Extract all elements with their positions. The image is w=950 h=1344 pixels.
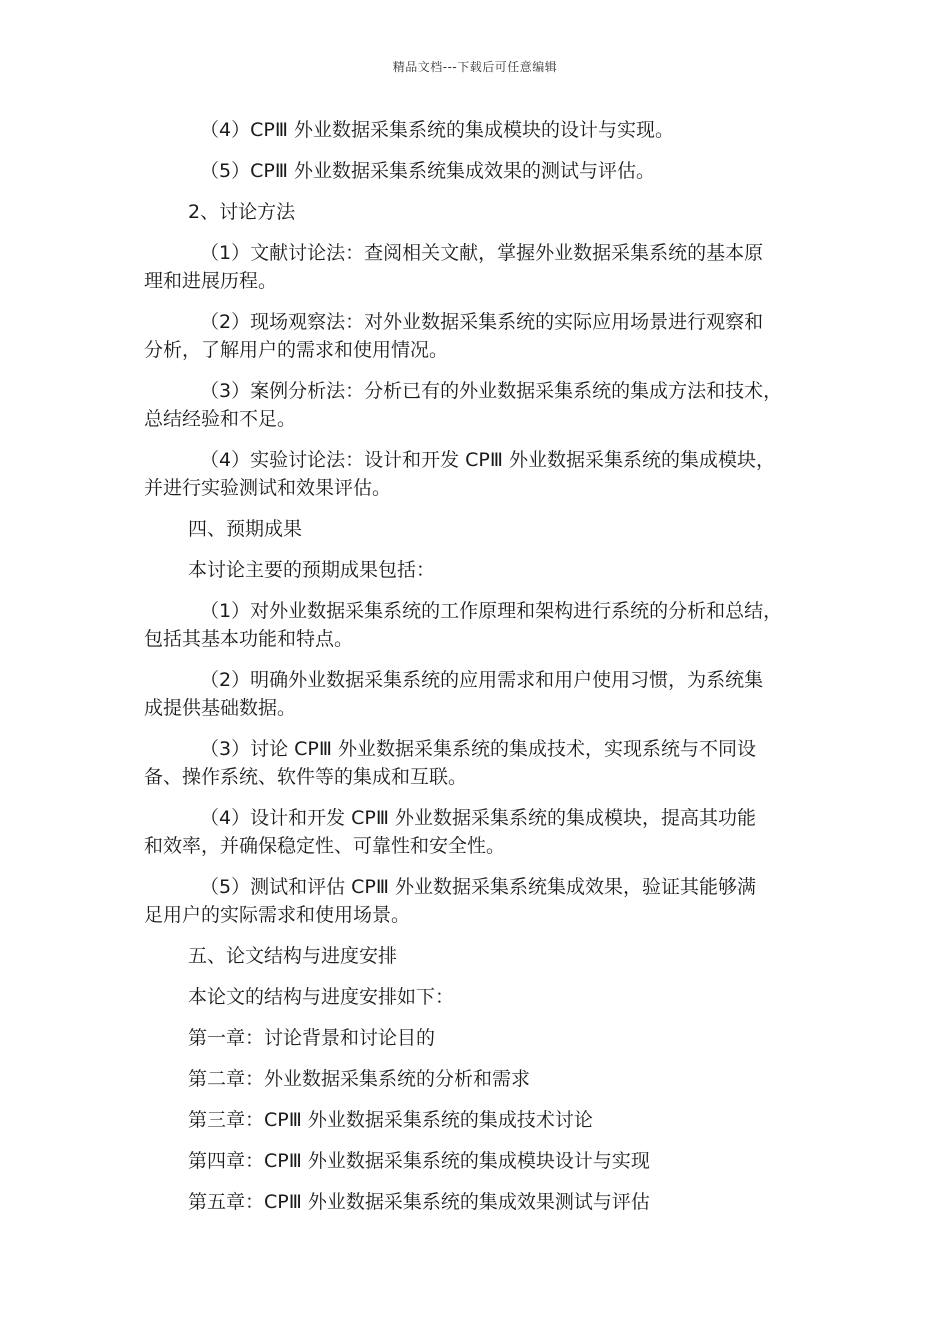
body-line-item-5: （5）CPⅢ 外业数据采集系统集成效果的测试与评估。 [200,160,655,182]
paragraph-continuation: 分析，了解用户的需求和使用情况。 [144,339,449,361]
paragraph-continuation: 备、操作系统、软件等的集成和互联。 [144,766,468,788]
paragraph-first-line: （4）实验讨论法：设计和开发 CPⅢ 外业数据采集系统的集成模块， [200,449,775,471]
expected-results-intro: 本讨论主要的预期成果包括： [188,559,436,581]
paragraph-first-line: （2）现场观察法：对外业数据采集系统的实际应用场景进行观察和 [200,311,764,333]
paragraph-continuation: 理和进展历程。 [144,270,278,292]
paragraph-continuation: 足用户的实际需求和使用场景。 [144,904,411,926]
chapter-2-line: 第二章：外业数据采集系统的分析和需求 [188,1068,531,1090]
paragraph-continuation: 和效率，并确保稳定性、可靠性和安全性。 [144,835,506,857]
paragraph-first-line: （1）对外业数据采集系统的工作原理和架构进行系统的分析和总结， [200,600,783,622]
structure-intro: 本论文的结构与进度安排如下： [188,986,455,1008]
paragraph-first-line: （3）案例分析法：分析已有的外业数据采集系统的集成方法和技术， [200,380,783,402]
paragraph-first-line: （1）文献讨论法：查阅相关文献，掌握外业数据采集系统的基本原 [200,242,764,264]
paragraph-first-line: （4）设计和开发 CPⅢ 外业数据采集系统的集成模块，提高其功能 [200,807,756,829]
paragraph-first-line: （5）测试和评估 CPⅢ 外业数据采集系统集成效果，验证其能够满 [200,876,756,898]
paragraph-result-3 [144,735,812,791]
chapter-1-line: 第一章：讨论背景和讨论目的 [188,1027,436,1049]
document-body [144,116,812,1216]
chapter-4-line: 第四章：CPⅢ 外业数据采集系统的集成模块设计与实现 [188,1150,650,1172]
paragraph-continuation: 包括其基本功能和特点。 [144,628,354,650]
paragraph-method-3 [144,377,812,433]
paragraph-first-line: （3）讨论 CPⅢ 外业数据采集系统的集成技术，实现系统与不同设 [200,738,756,760]
section-heading-structure: 五、论文结构与进度安排 [188,945,398,967]
paragraph-result-1 [144,597,812,653]
section-heading-methods: 2、讨论方法 [188,201,296,223]
paragraph-result-4 [144,804,812,860]
paragraph-method-1 [144,239,812,295]
paragraph-continuation: 并进行实验测试和效果评估。 [144,477,392,499]
chapter-5-line: 第五章：CPⅢ 外业数据采集系统的集成效果测试与评估 [188,1191,650,1213]
paragraph-method-2 [144,308,812,364]
paragraph-continuation: 总结经验和不足。 [144,408,297,430]
page-header: 精品文档---下载后可任意编辑 [392,60,558,74]
paragraph-result-2 [144,666,812,722]
body-line-item-4: （4）CPⅢ 外业数据采集系统的集成模块的设计与实现。 [200,119,674,141]
paragraph-first-line: （2）明确外业数据采集系统的应用需求和用户使用习惯，为系统集 [200,669,764,691]
paragraph-result-5 [144,873,812,929]
paragraph-method-4 [144,446,812,502]
chapter-3-line: 第三章：CPⅢ 外业数据采集系统的集成技术讨论 [188,1109,593,1131]
section-heading-expected-results: 四、预期成果 [188,518,303,540]
paragraph-continuation: 成提供基础数据。 [144,697,297,719]
